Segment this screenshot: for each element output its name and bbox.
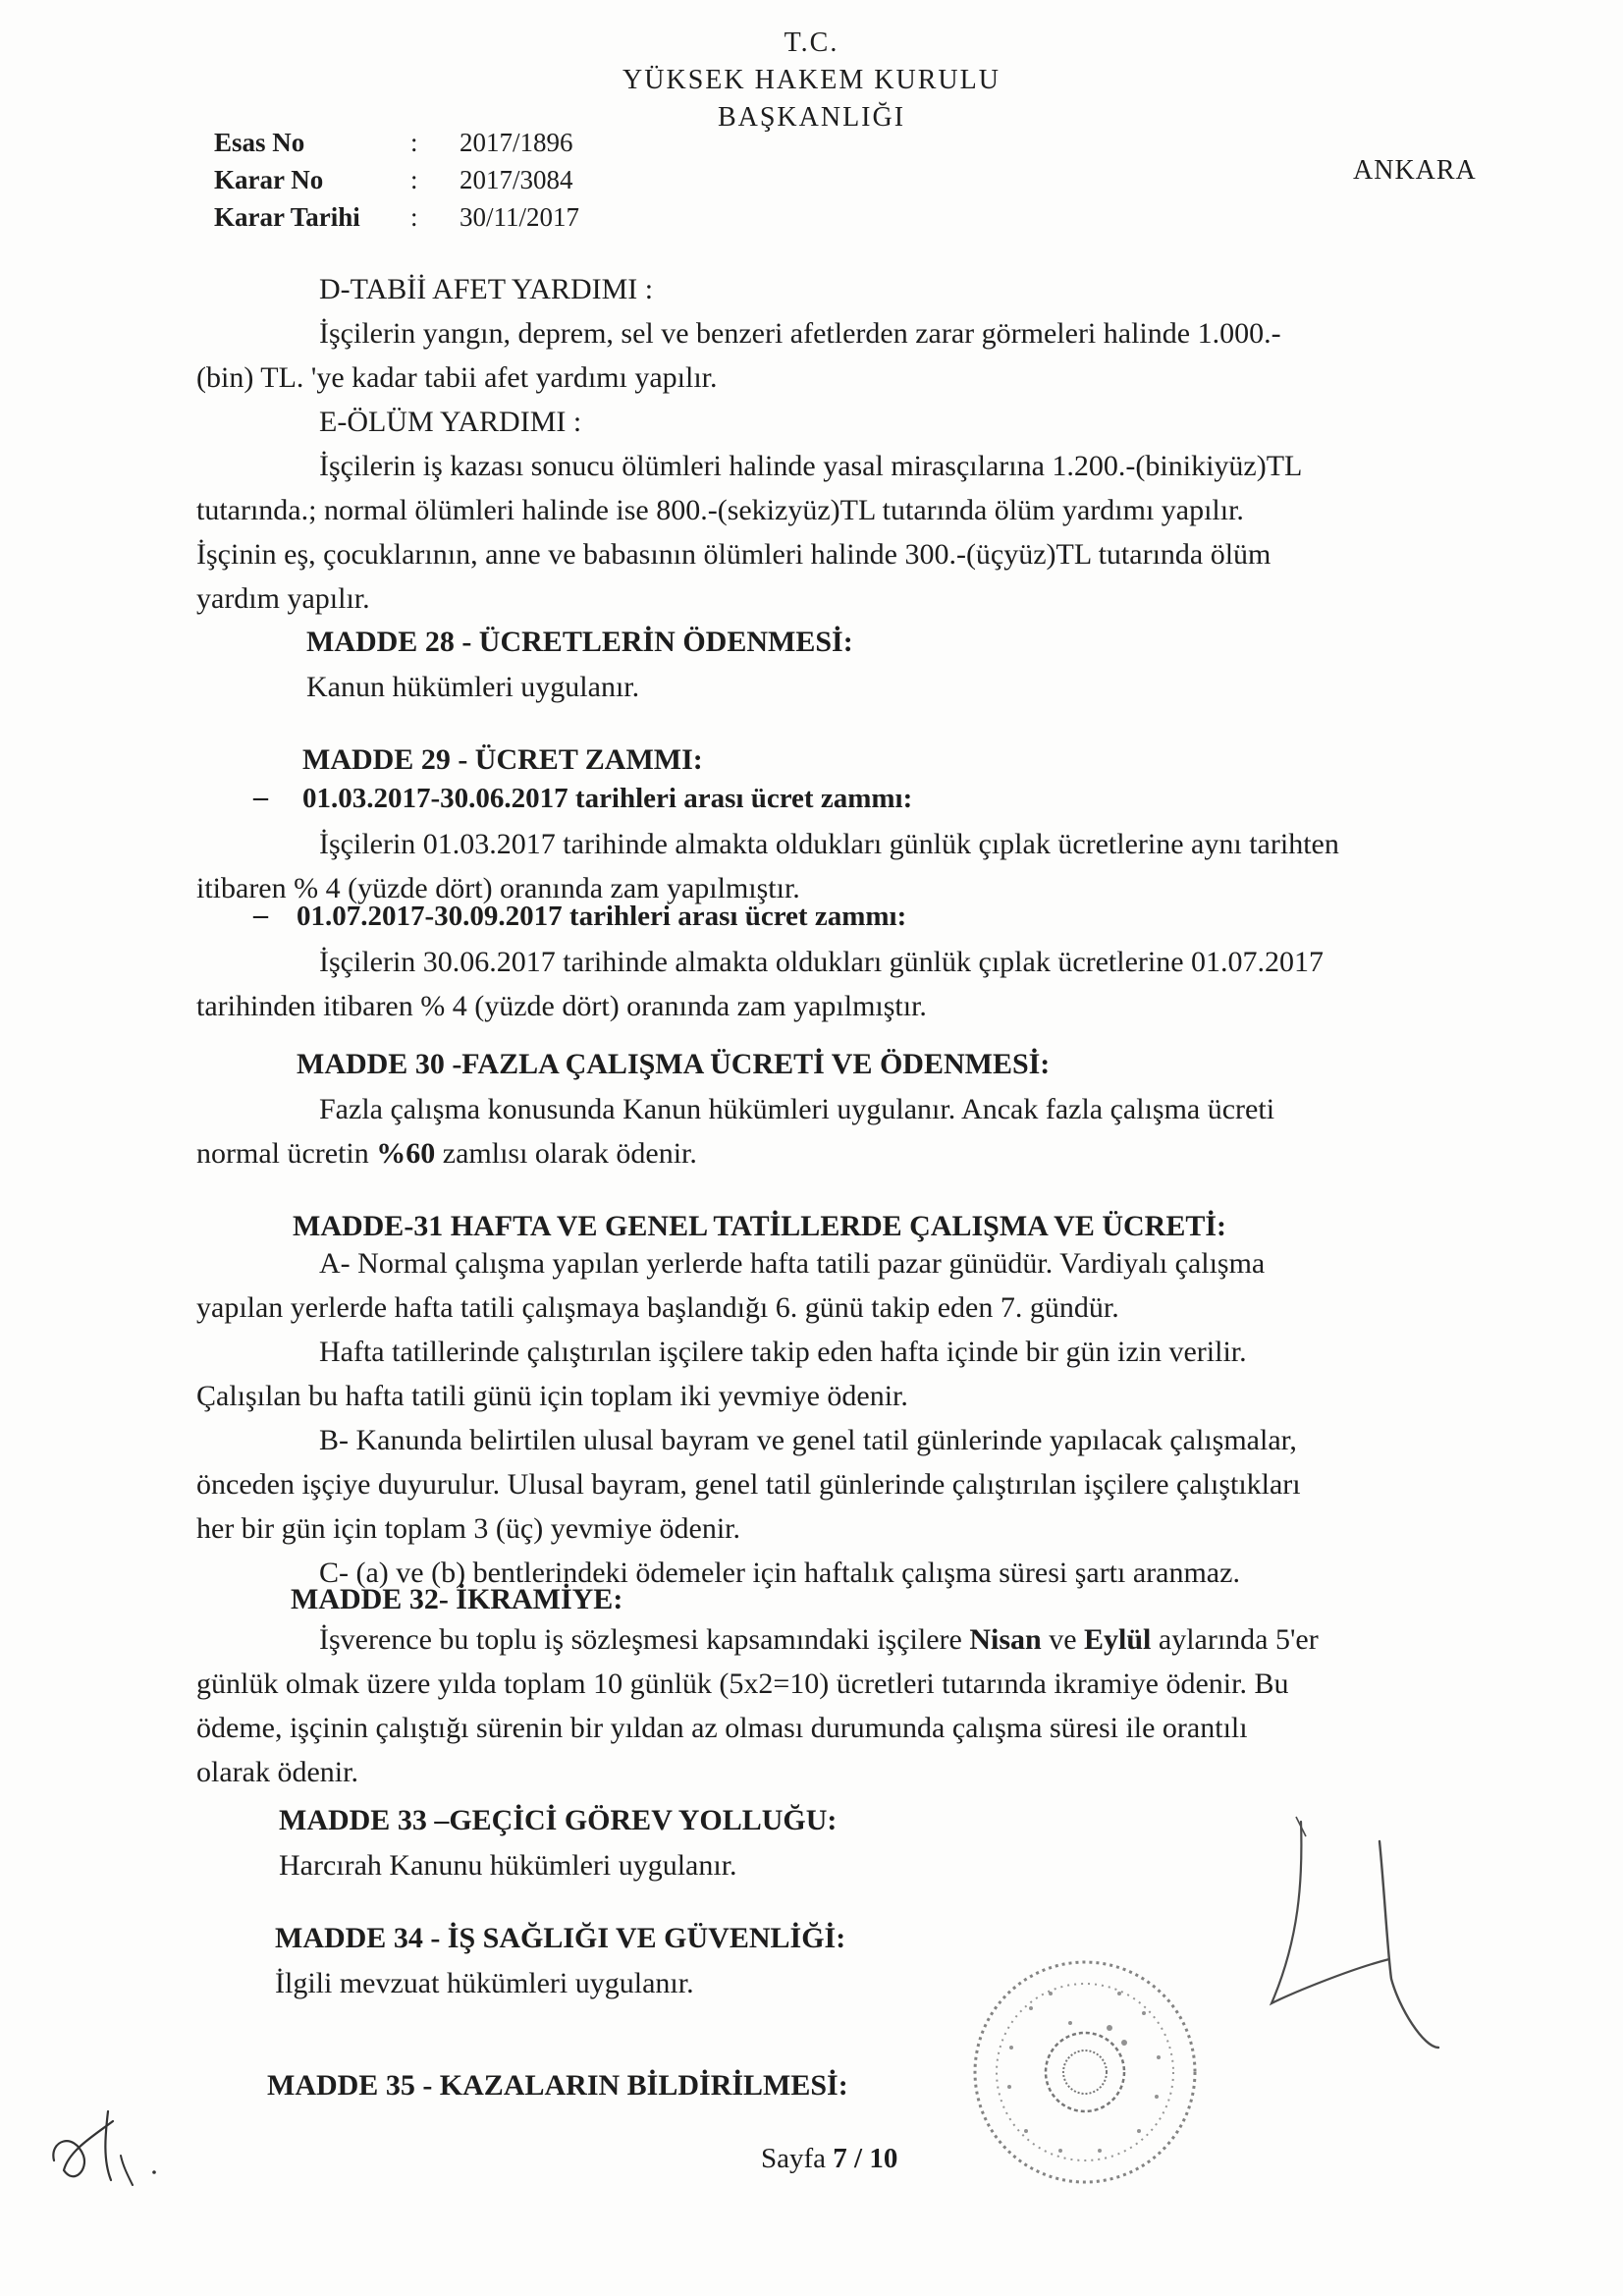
article-33-text: Harcırah Kanunu hükümleri uygulanır. [279,1849,737,1882]
section-e-line: yardım yapılır. [196,582,370,615]
header-tc: T.C. [784,27,839,58]
article-32-line [196,1623,1319,1656]
article-31-title: MADDE-31 HAFTA VE GENEL TATİLLERDE ÇALIŞMA VE ÜCRETİ: [293,1210,1227,1242]
section-e [196,400,1463,621]
article-33-title: MADDE 33 –GEÇİCİ GÖREV YOLLUĞU: [279,1804,838,1836]
article-29-b-line: İşçilerin 30.06.2017 tarihinde almakta oldukları günlük çıplak ücretlerine 01.07.2017 [319,946,1325,978]
meta-row-karar-tarihi [214,202,656,238]
article-29-title: MADDE 29 - ÜCRET ZAMMI: [302,743,703,776]
text-run: aylarında 5'er [1151,1623,1319,1656]
article-35-title: MADDE 35 - KAZALARIN BİLDİRİLMESİ: [267,2069,848,2102]
article-29-b-line: tarihinden itibaren % 4 (yüzde dört) oranında zam yapılmıştır. [196,990,927,1022]
article-29-a-line: itibaren % 4 (yüzde dört) oranında zam yapılmıştır. [196,872,800,904]
bullet-dash: – [253,781,268,813]
article-31-text [196,1241,1463,1595]
article-29-a-text [196,822,1463,910]
section-d-line: İşçilerin yangın, deprem, sel ve benzeri afetlerden zarar görmeleri halinde 1.000.- [319,317,1281,350]
text-run: zamlısı olarak ödenir. [435,1137,697,1170]
article-30-line [196,1137,697,1170]
initials [44,2102,172,2200]
meta-sep: : [410,165,418,194]
article-31-line: C- (a) ve (b) bentlerindeki ödemeler için haftalık çalışma süresi şartı aranmaz. [319,1557,1240,1589]
section-e-line: tutarında.; normal ölümleri halinde ise 800.-(sekizyüz)TL tutarında ölüm yardımı yapılır. [196,494,1244,526]
text-run-bold: Nisan [969,1623,1042,1656]
article-29-a-line: İşçilerin 01.03.2017 tarihinde almakta oldukları günlük çıplak ücretlerine aynı tarihten [319,828,1339,860]
article-31-line: Hafta tatillerinde çalıştırılan işçilere takip eden hafta içinde bir gün izin verilir. [319,1336,1247,1368]
article-30-text [196,1087,1463,1175]
section-d-title: D-TABİİ AFET YARDIMI : [319,273,654,305]
section-e-title: E-ÖLÜM YARDIMI : [319,406,582,438]
meta-value: 30/11/2017 [460,202,580,232]
page-total: 10 [869,2143,898,2174]
header-city: ANKARA [1353,155,1477,186]
article-32-line: günlük olmak üzere yılda toplam 10 günlük (5x2=10) ücretleri tutarında ikramiye ödenir. Bu [196,1667,1289,1700]
article-31-line: A- Normal çalışma yapılan yerlerde hafta tatili pazar günüdür. Vardiyalı çalışma [319,1247,1266,1280]
article-29-sub-b: 01.07.2017-30.09.2017 tarihleri arası ücret zammı: [297,901,907,932]
meta-value: 2017/3084 [460,165,573,194]
meta-label: Esas No [214,128,305,157]
meta-row-esas [214,128,656,163]
page-label: Sayfa [761,2143,834,2174]
article-32-line: ödeme, işçinin çalıştığı sürenin bir yıldan az olması durumunda çalışma süresi ile orantılı [196,1712,1248,1744]
page-number [761,2143,897,2175]
article-29-b-text [196,940,1463,1028]
header-org-office: BAŞKANLIĞI [717,102,906,133]
header-org-name: YÜKSEK HAKEM KURULU [622,65,1001,95]
text-run: ve [1041,1623,1085,1656]
article-31-line: yapılan yerlerde hafta tatili çalışmaya başlandığı 6. günü takip eden 7. gündür. [196,1291,1119,1324]
article-28-text: Kanun hükümleri uygulanır. [306,671,640,703]
article-31-line: B- Kanunda belirtilen ulusal bayram ve genel tatil günlerinde yapılacak çalışmalar, [319,1424,1297,1456]
section-e-line: İşçilerin iş kazası sonucu ölümleri halinde yasal mirasçılarına 1.200.-(binikiyüz)TL [319,450,1303,482]
text-run: İşverence bu toplu iş sözleşmesi kapsamındaki işçilere [319,1623,970,1656]
meta-value: 2017/1896 [460,128,573,157]
seal-stamp [962,1949,1208,2195]
page-separator: / [846,2143,870,2174]
meta-sep: : [410,202,418,232]
article-32-line: olarak ödenir. [196,1756,358,1788]
article-32-text [196,1617,1463,1794]
meta-label: Karar No [214,165,324,194]
meta-row-karar [214,165,656,200]
meta-sep: : [410,128,418,157]
article-29-sub-a: 01.03.2017-30.06.2017 tarihleri arası ücret zammı: [302,783,913,814]
article-31-line: Çalışılan bu hafta tatili günü için toplam iki yevmiye ödenir. [196,1380,908,1412]
text-run-bold: %60 [376,1137,436,1170]
article-31-line: önceden işçiye duyurulur. Ulusal bayram, genel tatil günlerinde çalıştırılan işçilere çalıştıkları [196,1468,1301,1501]
section-d [196,267,1463,400]
text-run: normal ücretin [196,1137,377,1170]
article-32-title: MADDE 32- İKRAMİYE: [291,1583,623,1615]
article-28-title: MADDE 28 - ÜCRETLERİN ÖDENMESİ: [306,626,853,658]
page-current: 7 [833,2143,847,2174]
case-meta [214,128,656,246]
article-34-text: İlgili mevzuat hükümleri uygulanır. [275,1967,694,1999]
signature [1262,1802,1488,2116]
article-31-line: her bir gün için toplam 3 (üç) yevmiye ödenir. [196,1512,741,1545]
section-d-line: (bin) TL. 'ye kadar tabii afet yardımı yapılır. [196,361,718,394]
bullet-dash: – [253,899,268,931]
article-30-title: MADDE 30 -FAZLA ÇALIŞMA ÜCRETİ VE ÖDENMESİ: [297,1048,1051,1080]
section-e-line: İşçinin eş, çocuklarının, anne ve babasının ölümleri halinde 300.-(üçyüz)TL tutarında ölüm [196,538,1271,571]
article-34-title: MADDE 34 - İŞ SAĞLIĞI VE GÜVENLİĞİ: [275,1922,846,1954]
meta-label: Karar Tarihi [214,202,360,232]
text-run-bold: Eylül [1084,1623,1152,1656]
article-30-line: Fazla çalışma konusunda Kanun hükümleri uygulanır. Ancak fazla çalışma ücreti [319,1093,1275,1125]
